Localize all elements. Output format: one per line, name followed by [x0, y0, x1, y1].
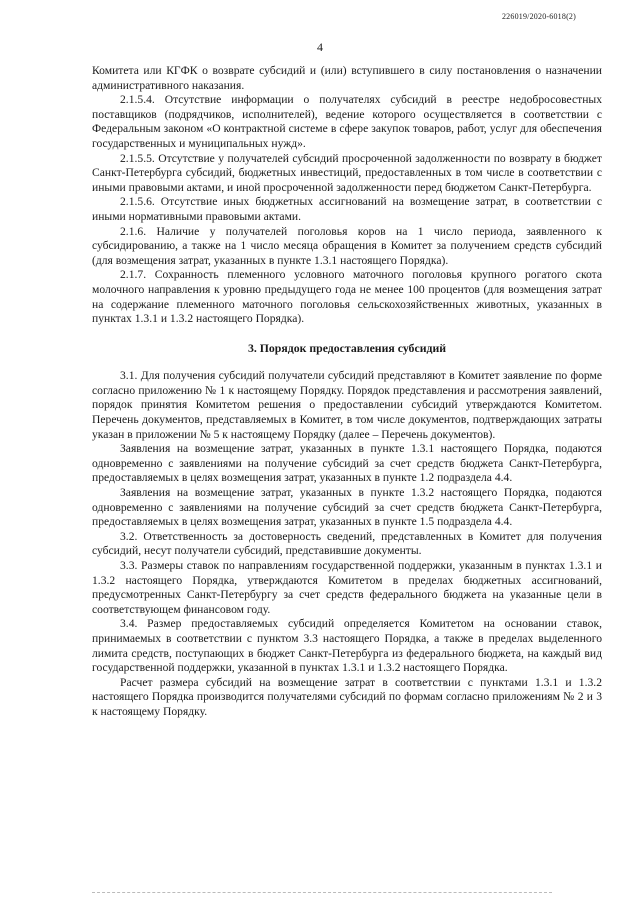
section-title: 3. Порядок предоставления субсидий [247, 340, 447, 355]
page-number: 4 [317, 40, 323, 54]
paragraph-3-4-a: Расчет размера субсидий на возмещение затрат в соответствии с пунктами 1.3.1 и 1.3.2 настоящего Порядка производится получателями субсидий по формам согласно приложениям № 2 и 3 к настоящему Порядку. [92, 675, 602, 718]
paragraph-3-1: 3.1. Для получения субсидий получатели субсидий представляют в Комитет заявление по форме согласно приложению № 1 к настоящему Порядку. Порядок представления и рассмотрения заявлений, порядок принятия Комитетом решения о предоставлении субсидий утверждаются Комитетом. Перечень документов, представляемых в Комитет, в том числе документов, подтверждающих затраты указан в приложении № 5 к настоящему Порядку (далее – Перечень документов). [92, 369, 602, 441]
paragraph-2-1-5-4: 2.1.5.4. Отсутствие информации о получателях субсидий в реестре недобросовестных поставщиков (подрядчиков, исполнителей), ведение которого осуществляется в соответствии с Федеральным законом «О контрактной системе в сфере закупок товаров, работ, услуг для обеспечения государственных и муниципальных нужд». [92, 93, 602, 150]
paragraph-3-2: 3.2. Ответственность за достоверность сведений, представленных в Комитет для получения субсидий, несут получатели субсидий, представившие документы. [92, 529, 602, 558]
paragraph-2-1-5-6: 2.1.5.6. Отсутствие иных бюджетных ассигнований на возмещение затрат, в соответствии с иными нормативными правовыми актами. [92, 195, 602, 223]
document-body [92, 64, 602, 720]
paragraph-3-1-b: Заявления на возмещение затрат, указанных в пункте 1.3.2 настоящего Порядка, подаются одновременно с заявлениями на получение субсидий за счет средств бюджета Санкт-Петербурга, предоставляемых в целях возмещения затрат, указанных в пункте 1.5 подраздела 4.4. [92, 486, 602, 529]
paragraph-2-1-7: 2.1.7. Сохранность племенного условного маточного поголовья крупного рогатого скота молочного направления к уровню предыдущего года не менее 100 процентов (для возмещения затрат на содержание племенного маточного поголовья сельскохозяйственных животных, указанных в пунктах 1.3.1 и 1.3.2 настоящего Порядка). [92, 268, 602, 326]
paragraph-2-1-5-5: 2.1.5.5. Отсутствие у получателей субсидий просроченной задолженности по возврату в бюджет Санкт-Петербурга субсидий, бюджетных инвестиций, предоставленных в том числе в соответствии с иными правовыми актами, и иной просроченной задолженности перед бюджетом Санкт-Петербурга. [92, 151, 602, 194]
document-id: 226019/2020-6018(2) [501, 12, 576, 21]
paragraph-3-4: 3.4. Размер предоставляемых субсидий определяется Комитетом на основании ставок, принимаемых в соответствии с пунктом 3.3 настоящего Порядка, а также в пределах выделенного лимита средств, поступающих в бюджет Санкт-Петербурга из федерального бюджета, на каждый вид государственной поддержки, указанной в пунктах 1.3.1 и 1.3.2 настоящего Порядка. [92, 617, 602, 675]
paragraph-2-1-6: 2.1.6. Наличие у получателей поголовья коров на 1 число периода, заявленного к субсидированию, а также на 1 число месяца обращения в Комитет за получением средств субсидий (для возмещения затрат, указанных в пункте 1.3.1 настоящего Порядка). [92, 224, 602, 267]
paragraph-3-3: 3.3. Размеры ставок по направлениям государственной поддержки, указанным в пунктах 1.3.1 и 1.3.2 настоящего Порядка, утверждаются Комитетом в пределах бюджетных ассигнований, предусмотренных Санкт-Петербургу за счет средств федерального бюджета на указанные цели в соответствующем финансовом году. [92, 559, 602, 616]
footer-scan-marks [92, 892, 552, 895]
paragraph-continuation: Комитета или КГФК о возврате субсидий и (или) вступившего в силу постановления о назначении административного наказания. [92, 64, 602, 92]
paragraph-3-1-a: Заявления на возмещение затрат, указанных в пункте 1.3.1 настоящего Порядка, подаются одновременно с заявлениями на получение субсидий за счет средств бюджета Санкт-Петербурга, предоставляемых в целях возмещения затрат, указанных в пункте 1.2 подраздела 4.4. [92, 442, 602, 485]
